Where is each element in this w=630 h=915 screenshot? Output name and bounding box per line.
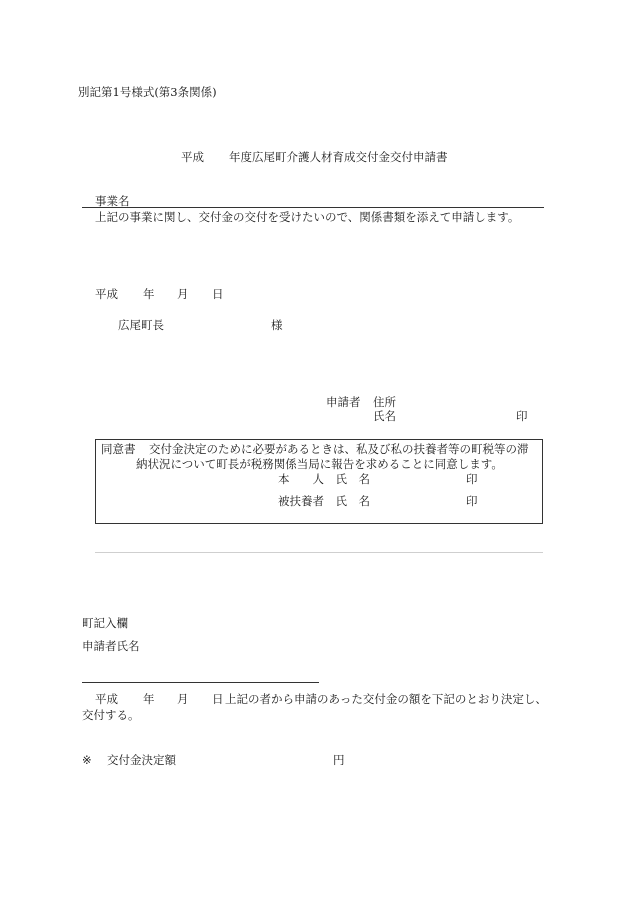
date-day: 日 [212,287,224,301]
consent-heading: 同意書 [101,442,136,456]
form-id: 別記第1号様式(第3条関係) [78,85,217,99]
page-title: 年度広尾町介護人材育成交付金交付申請書 [229,150,448,164]
title-era: 平成 [181,150,204,164]
section-divider [95,552,543,553]
applicant-address-label: 住所 [373,395,396,409]
amount-unit: 円 [333,753,345,767]
applicant-label: 申請者 [326,395,361,409]
addressee-honorific: 様 [271,318,283,332]
decision-date-year: 年 [143,692,155,706]
amount-mark: ※ [82,753,92,767]
consent-self-seal: 印 [466,472,478,486]
consent-self-label: 本 人 氏 名 [278,472,370,486]
date-month: 月 [177,287,189,301]
town-applicant-name-label: 申請者氏名 [82,639,140,653]
project-underline [82,207,544,208]
date-era: 平成 [95,287,118,301]
decision-date-month: 月 [177,692,189,706]
addressee-name: 広尾町長 [118,318,164,332]
decision-date-era: 平成 [95,692,118,706]
amount-label: 交付金決定額 [107,753,176,767]
town-section-heading: 町記入欄 [82,616,128,630]
applicant-name-underline [82,682,319,683]
consent-line-1: 交付金決定のために必要があるときは、私及び私の扶養者等の町税等の滞 [149,442,529,456]
consent-line-2: 納状況について町長が税務関係当局に報告を求めることに同意します。 [136,457,503,471]
intro-text: 上記の事業に関し、交付金の交付を受けたいので、関係書類を添えて申請します。 [95,210,520,224]
consent-dependent-label: 被扶養者 氏 名 [278,494,370,508]
applicant-name-label: 氏名 [373,409,396,423]
date-year: 年 [143,287,155,301]
decision-text-1: 上記の者から申請のあった交付金の額を下記のとおり決定し、 [225,692,547,706]
decision-text-2: 交付する。 [82,708,140,722]
project-label: 事業名 [95,194,130,208]
consent-dependent-seal: 印 [466,494,478,508]
applicant-seal: 印 [516,409,528,423]
decision-date-day: 日 [212,692,224,706]
